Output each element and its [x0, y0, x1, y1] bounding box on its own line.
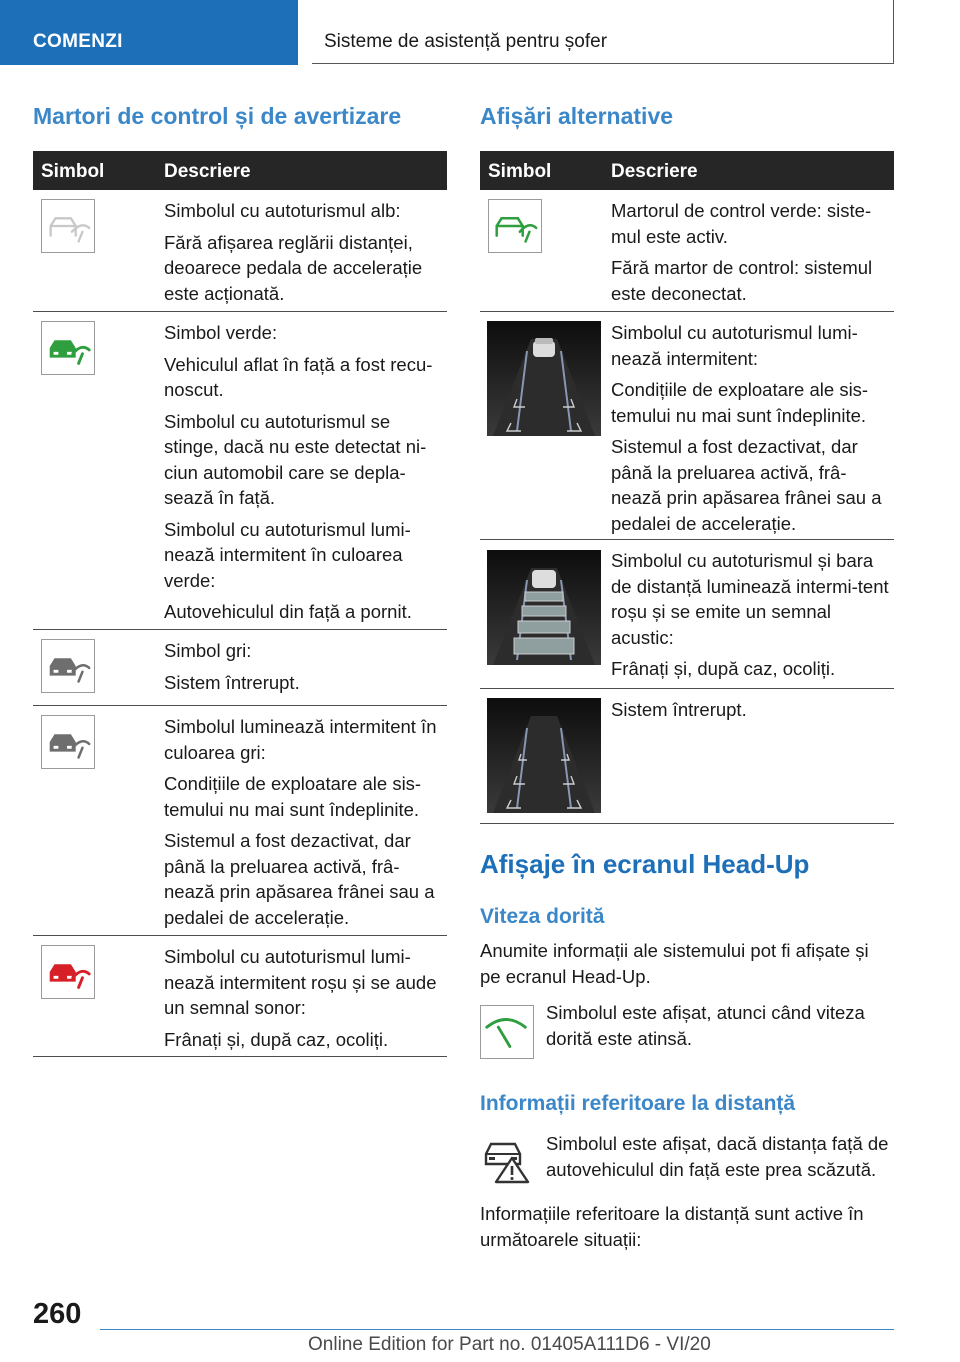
col-symbol: Simbol: [488, 161, 552, 182]
description-line: Sistem întrerupt.: [611, 699, 747, 720]
section-tab: [0, 0, 298, 65]
col-description: Descriere: [164, 161, 251, 182]
left-heading: Martori de control și de avertizare: [33, 103, 402, 129]
speed-heading: Viteza dorită: [480, 905, 605, 928]
description-line: Simbolul cu autoturismul lumi-nează intermitent:: [611, 322, 858, 369]
row-description: [164, 944, 444, 1058]
description-line: Simbolul cu autoturismul se stinge, dacă nu este detectat ni-ciun automobil care se depla-sează în față.: [164, 410, 427, 508]
row-description: [164, 320, 446, 631]
car-speedometer-icon: [41, 199, 95, 253]
car-speedometer-icon: [41, 945, 95, 999]
table-row: [480, 540, 894, 689]
description-line: Simbolul luminează intermitent în culoarea gri:: [164, 716, 437, 763]
car-warning-icon: [480, 1130, 534, 1184]
description-line: Frânați și, după caz, ocoliți.: [164, 1028, 389, 1050]
description-line: Frânați și, după caz, ocoliți.: [611, 658, 836, 679]
car-speedometer-icon: [41, 321, 95, 375]
lane-display-image: [487, 698, 601, 813]
description-line: Sistemul a fost dezactivat, dar până la preluarea activă, frâ-nează prin apăsarea frânei sau a pedalei de accelerație.: [164, 830, 435, 928]
speed-icon-text: Simbolul este afișat, atunci când viteza dorită este atinsă.: [546, 1002, 865, 1049]
table-row: [33, 936, 447, 1057]
description-line: Fără martor de control: sistemul este deconectat.: [611, 257, 873, 304]
lane-display-image: [487, 550, 601, 665]
car-speedometer-icon: [41, 715, 95, 769]
table-row: [33, 630, 447, 706]
description-line: Fără afișarea reglării distanței, deoarece pedala de accelerație este acționată.: [164, 231, 423, 304]
table-row: [480, 689, 894, 824]
description-line: Simbolul cu autoturismul lumi-nează intermitent roșu și se aude un semnal sonor:: [164, 946, 437, 1018]
left-table-header: [33, 151, 447, 190]
description-line: Condițiile de exploatare ale sis-temului nu mai sunt îndeplinite.: [611, 379, 869, 426]
table-row: [33, 190, 447, 312]
speedometer-needle-icon: [480, 1005, 534, 1059]
description-line: Simbol verde:: [164, 322, 278, 343]
car-speedometer-icon: [488, 199, 542, 253]
table-row: [480, 190, 894, 312]
description-line: Autovehiculul din față a pornit.: [164, 601, 412, 622]
row-description: [164, 638, 444, 701]
table-row: [480, 312, 894, 540]
distance-outro: Informațiile referitoare la distanță sunt active în următoarele situații:: [480, 1203, 864, 1250]
description-line: Sistemul a fost dezactivat, dar până la preluarea activă, frâ-nează prin apăsarea frânei sau a pedalei de accelerație.: [611, 436, 882, 534]
table-row: [33, 312, 447, 630]
description-line: Martorul de control verde: siste-mul este activ.: [611, 200, 872, 247]
right-heading: Afișări alternative: [480, 103, 674, 129]
row-description: [611, 697, 891, 729]
section-label: COMENZI: [33, 31, 123, 52]
description-line: Simbolul cu autoturismul și bara de distanță luminează intermi-tent roșu și se emite un semnal acustic:: [611, 550, 889, 648]
distance-icon-text: Simbolul este afișat, dacă distanța față de autovehiculul din față este prea scăzută.: [546, 1133, 889, 1180]
car-speedometer-icon: [41, 639, 95, 693]
row-description: [611, 320, 893, 542]
distance-heading: Informații referitoare la distanță: [480, 1092, 796, 1115]
hud-heading: Afișaje în ecranul Head-Up: [480, 849, 810, 879]
table-row: [33, 706, 447, 936]
chapter-title: Sisteme de asistență pentru șofer: [324, 31, 608, 52]
description-line: Simbol gri:: [164, 640, 252, 661]
speed-intro: Anumite informații ale sistemului pot fi afișate și pe ecranul Head-Up.: [480, 940, 869, 987]
description-line: Condițiile de exploatare ale sis-temului nu mai sunt îndeplinite.: [164, 773, 422, 820]
row-description: [611, 548, 891, 688]
chapter-header: [312, 0, 894, 64]
row-description: [611, 198, 891, 312]
description-line: Simbolul cu autoturismul lumi-nează intermitent în culoarea verde:: [164, 518, 411, 591]
col-description: Descriere: [611, 161, 698, 182]
description-line: Vehiculul aflat în față a fost recu-noscut.: [164, 353, 433, 400]
row-description: [164, 714, 444, 936]
footer-divider: [100, 1329, 894, 1330]
lane-display-image: [487, 321, 601, 436]
col-symbol: Simbol: [41, 161, 105, 182]
description-line: Sistem întrerupt.: [164, 671, 300, 693]
right-table-header: [480, 151, 894, 190]
description-line: Simbolul cu autoturismul alb:: [164, 200, 401, 221]
row-description: [164, 198, 444, 312]
page-number: 260: [33, 1298, 82, 1330]
edition-text: Online Edition for Part no. 01405A111D6 - VI/20: [308, 1334, 711, 1355]
